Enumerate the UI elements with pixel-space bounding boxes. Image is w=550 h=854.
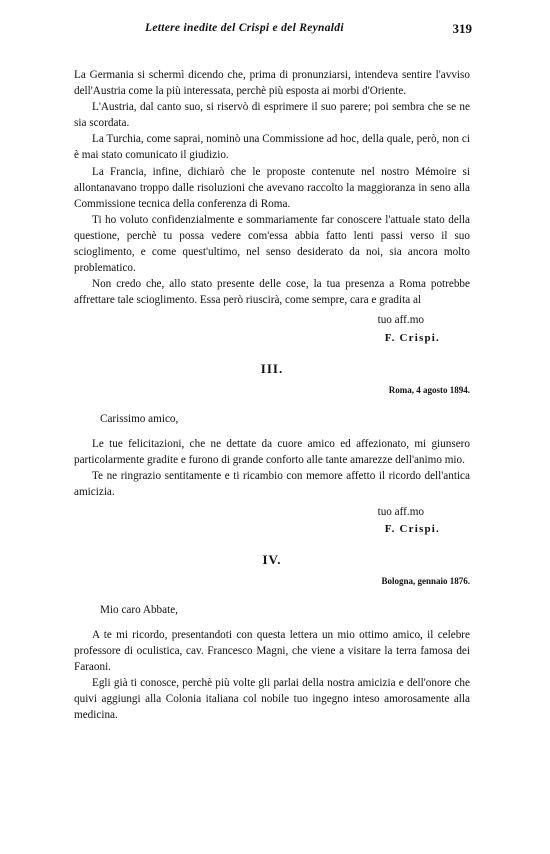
paragraph: Le tue felicitazioni, che ne dettate da cuore amico ed affezionato, mi giunsero particolarmente gradite e furono di grande conforto alle tante amarezze dell'animo mio. bbox=[74, 437, 470, 466]
letter-salutation: Carissimo amico, bbox=[100, 412, 179, 425]
paragraph: La Turchia, come saprai, nominò una Commissione ad hoc, della quale, però, non ci è mai stato comunicato il giudizio. bbox=[74, 133, 470, 162]
paragraph: La Germania si schermì dicendo che, prima di pronunziarsi, intendeva sentire l'avviso dell'Austria come la più interessata, perchè più esposta ai morbi d'Oriente. bbox=[74, 69, 470, 98]
paragraph: La Francia, infine, dichiarò che le proposte contenute nel nostro Mémoire si allontanavano troppo dalle risoluzioni che avevano raccolto la maggioranza in seno alla Commissione tecnica della conferenza di Roma. bbox=[74, 165, 470, 210]
letter-salutation: Mio caro Abbate, bbox=[100, 603, 178, 616]
paragraph: Te ne ringrazio sentitamente e ti ricambio con memore affetto il ricordo dell'antica amicizia. bbox=[74, 469, 470, 498]
page-number: 319 bbox=[452, 21, 472, 36]
letter-numeral: IV. bbox=[262, 551, 282, 567]
letter-dateline: Bologna, gennaio 1876. bbox=[381, 575, 470, 586]
paragraph: Non credo che, allo stato presente delle cose, la tua presenza a Roma potrebbe affrettare tale scioglimento. Essa però riuscirà, come sempre, cara e gradita al bbox=[74, 278, 470, 307]
paragraph: L'Austria, dal canto suo, si riservò di esprimere il suo parere; poi sembra che se ne sia scordata. bbox=[74, 101, 470, 130]
page-body bbox=[74, 67, 470, 724]
letter-closing: tuo aff.mo bbox=[377, 314, 424, 327]
paragraph: Ti ho voluto confidenzialmente e sommariamente far conoscere l'attuale stato della questione, perchè tu possa vedere com'essa abbia fatto lenti passi verso il suo scioglimento, e come quest'ultimo, nel senso desiderato da noi, sia ancora molto problematico. bbox=[74, 213, 470, 275]
running-title: Lettere inedite del Crispi e del Reynaldi bbox=[145, 22, 344, 34]
letter-signature: F. Crispi. bbox=[384, 522, 440, 535]
paragraph: A te mi ricordo, presentandoti con questa lettera un mio ottimo amico, il celebre professore di oculistica, cav. Francesco Magni, che viene a visitare la terra famosa dei Faraoni. bbox=[74, 628, 470, 674]
letter-dateline: Roma, 4 agosto 1894. bbox=[388, 384, 470, 395]
paragraph: Egli già ti conosce, perchè più volte gli parlai della nostra amicizia e dell'onore che quivi aggiungi alla Colonia italiana col nobile tuo ingegno inteso amorosamente alla medicina. bbox=[74, 677, 470, 722]
page-header bbox=[0, 22, 550, 42]
letter-numeral: III. bbox=[260, 360, 284, 376]
letter-signature: F. Crispi. bbox=[384, 331, 440, 344]
letter-closing: tuo aff.mo bbox=[377, 505, 424, 518]
